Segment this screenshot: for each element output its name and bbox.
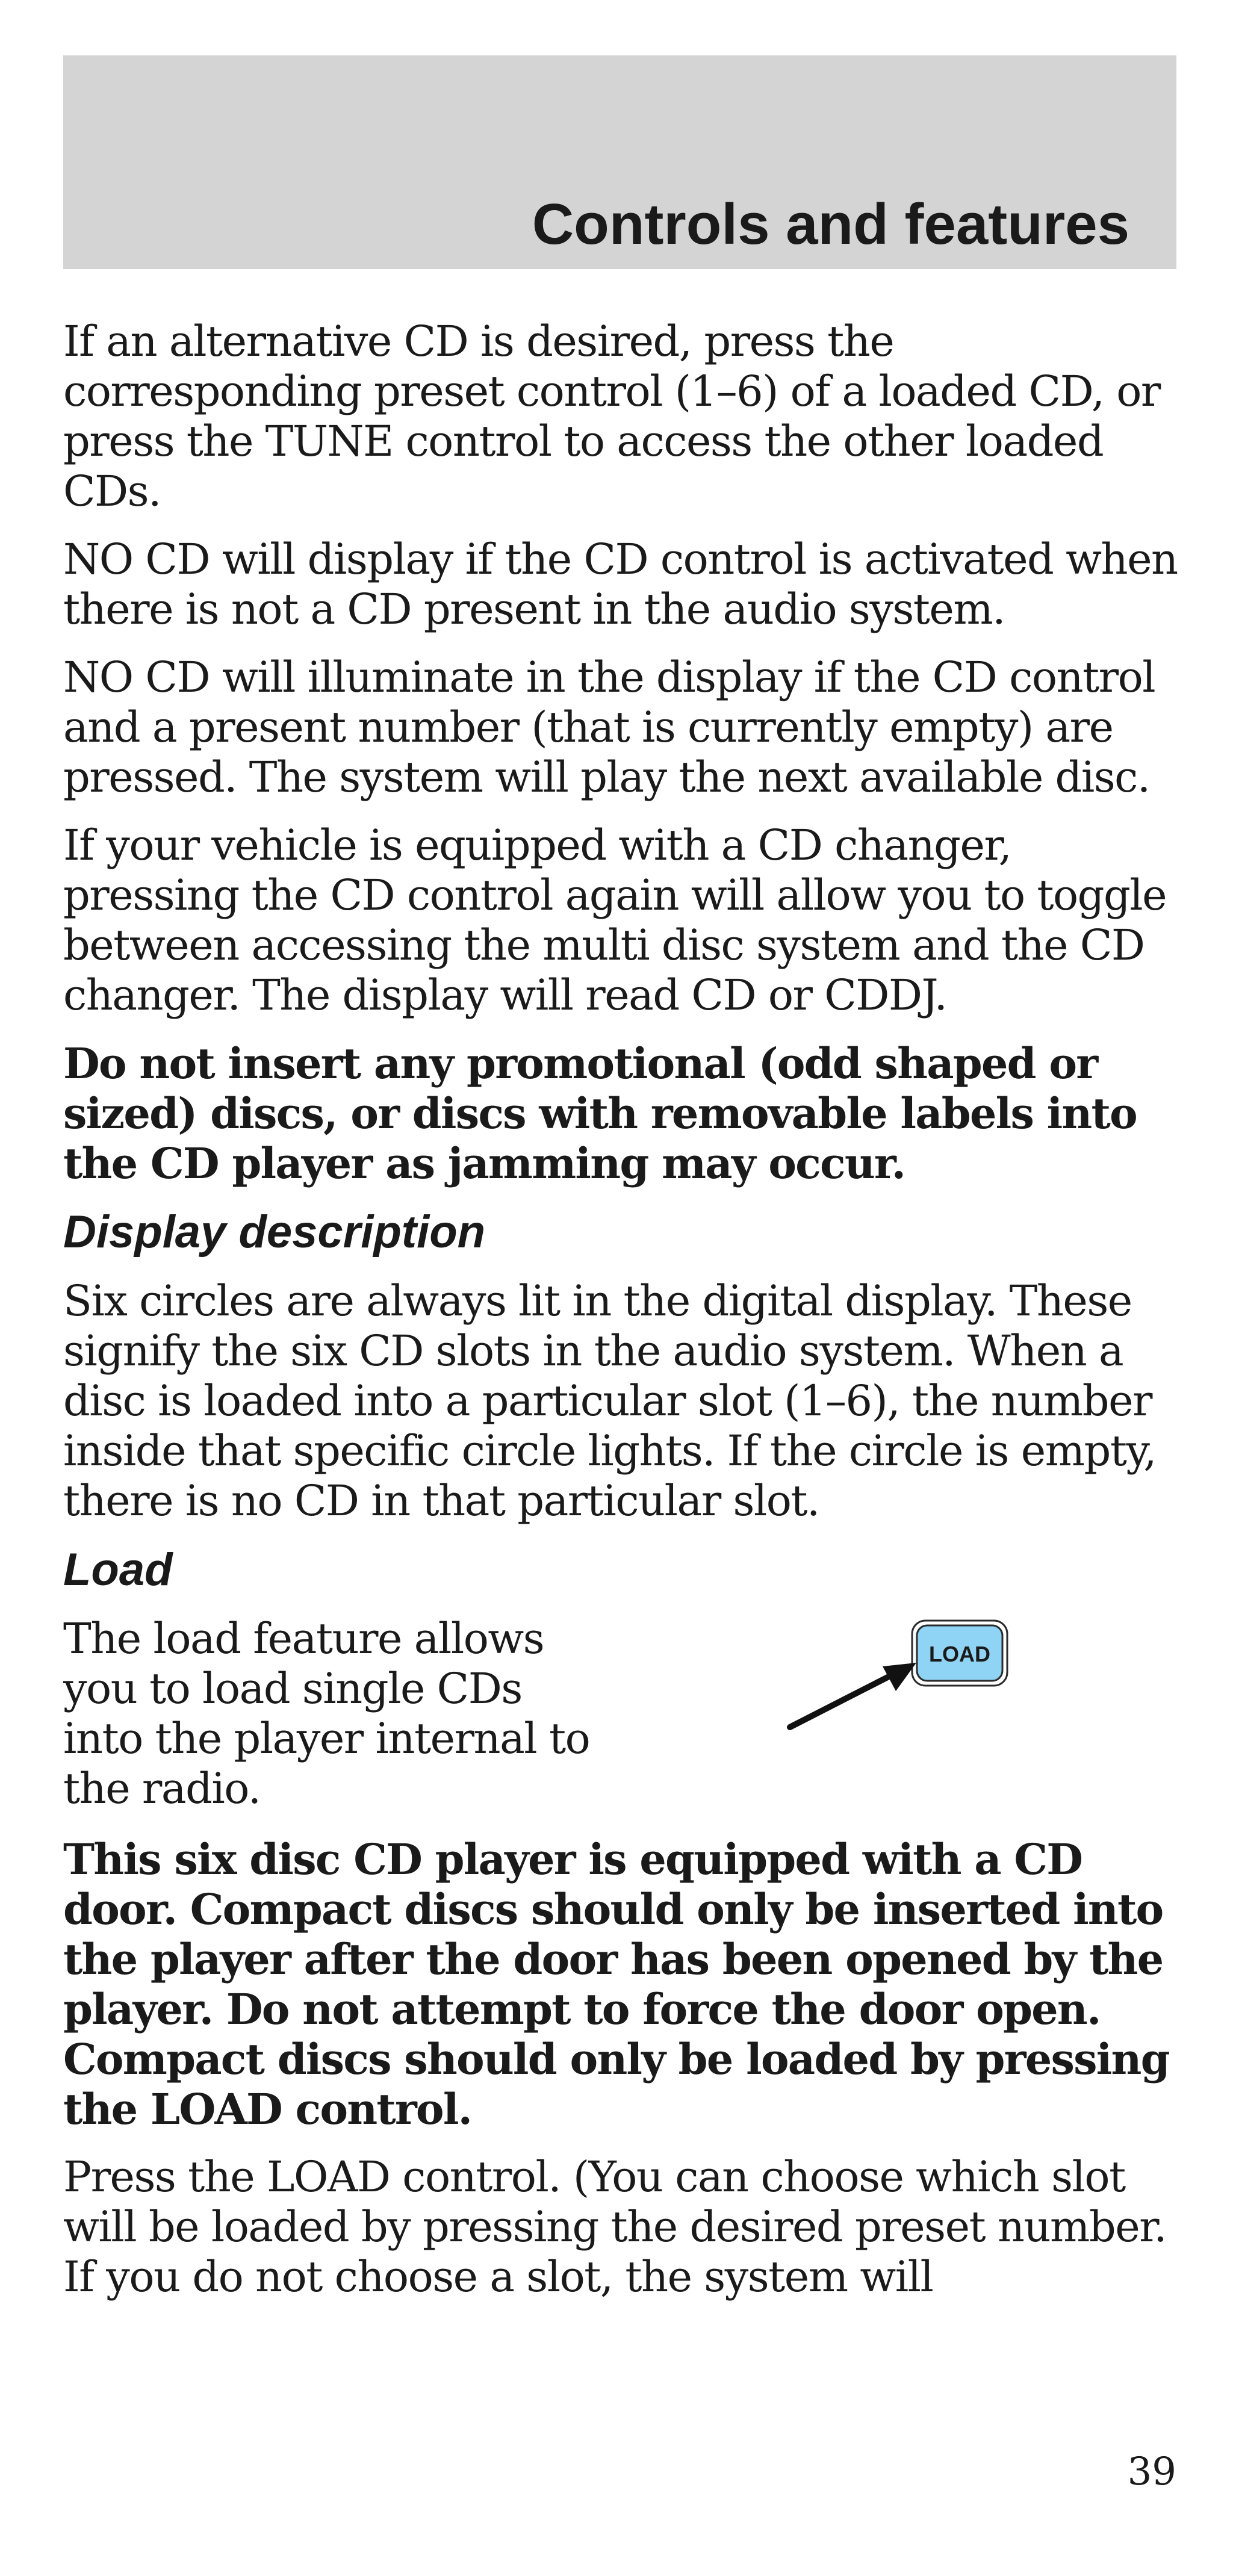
load-heading: Load — [63, 1544, 173, 1595]
section-title: Controls and features — [532, 192, 1129, 256]
paragraph-cd-changer: If your vehicle is equipped with a CD changer, pressing the CD control again will allow you to toggle between accessing the multi disc system and the CD changer. The display will read CD or CDDJ. — [63, 821, 1167, 1020]
display-description-heading: Display description — [63, 1206, 486, 1258]
warning-promotional-discs: Do not insert any promotional (odd shaped or sized) discs, or discs with removable labels into the CD player as jamming may occur. — [63, 1038, 1137, 1188]
paragraph-load-feature: The load feature allows you to load single CDs into the player internal to the radio. — [63, 1614, 590, 1813]
load-button-label: LOAD — [929, 1642, 990, 1666]
paragraph-alternative-cd: If an alternative CD is desired, press the corresponding preset control (1–6) of a loaded CD, or press the TUNE control to access the other loaded CDs. — [63, 317, 1160, 516]
warning-cd-door: This six disc CD player is equipped with a CD door. Compact discs should only be inserted into the player after the door has been opened by the player. Do not attempt to force the door open. Compact discs should only be loaded by pressing the LOAD control. — [63, 1834, 1169, 2134]
page-number: 39 — [1127, 2450, 1176, 2494]
paragraph-no-cd-illuminate: NO CD will illuminate in the display if the CD control and a present number (that is currently empty) are pressed. The system will play the next available disc. — [63, 653, 1155, 802]
page-content — [63, 317, 1183, 2320]
load-button-illustration — [777, 1607, 1017, 1763]
paragraph-press-load: Press the LOAD control. (You can choose which slot will be loaded by pressing the desired preset number. If you do not choose a slot, the system will — [63, 2152, 1167, 2301]
header-band — [63, 55, 1176, 269]
load-button — [912, 1621, 1007, 1686]
load-section — [63, 1614, 1183, 1816]
paragraph-display-description: Six circles are always lit in the digital display. These signify the six CD slots in the audio system. When a disc is loaded into a particular slot (1–6), the number inside that specific circle lights. If the circle is empty, there is no CD in that particular slot. — [63, 1276, 1156, 1525]
paragraph-no-cd-display: NO CD will display if the CD control is activated when there is not a CD present in the audio system. — [63, 535, 1178, 634]
arrow-icon — [790, 1663, 916, 1727]
